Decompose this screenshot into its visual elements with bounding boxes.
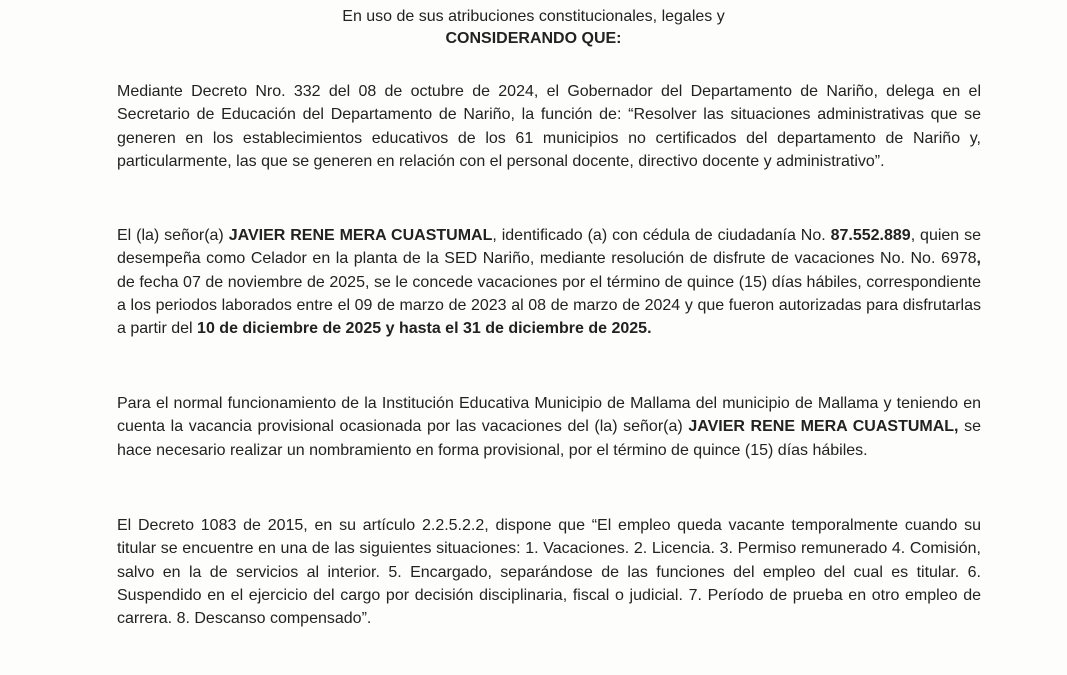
cedula-number: 87.552.889 [830,227,911,244]
paragraph-vacation-resolution [117,224,981,340]
paragraph-decree-delegation [117,80,981,173]
section-heading: CONSIDERANDO QUE: [445,30,622,47]
paragraph-text: , identificado (a) con cédula de ciudadanía No. [492,227,831,244]
bold-comma: , [976,250,981,268]
employee-name: JAVIER RENE MERA CUASTUMAL [228,227,493,244]
paragraph-text: se hace necesario realizar un nombramiento en forma provisional, por el término de quince (15) días hábiles. [117,418,982,459]
vacation-dates: 10 de diciembre de 2025 y hasta el 31 de diciembre de 2025. [197,320,652,338]
paragraph-decree-1083 [117,514,981,630]
paragraph-text: Mediante Decreto Nro. 332 del 08 de octubre de 2024, el Gobernador del Departamento de Nariño, delega en el Secretario de Educación del Departamento de Nariño, la función de: “Resolver las situaciones administrativas que se generen en los establecimientos educativos de los 61 municipios no certificados del departamento de Nariño y, particularmente, las que se generen en relación con el personal docente, directivo docente y administrativo”. [117,83,981,170]
paragraph-text: , quien se desempeña como Celador en la planta de la SED Nariño, mediante resolución de disfrute de vacaciones No. No. 6978 [117,227,982,268]
paragraph-provisional-appointment [117,392,981,462]
employee-name: JAVIER RENE MERA CUASTUMAL, [688,418,959,436]
paragraph-text: El Decreto 1083 de 2015, en su artículo 2.2.5.2.2, dispone que “El empleo queda vacante temporalmente cuando su titular se encuentre en una de las siguientes situaciones: 1. Vacaciones. 2. Licencia. 3. Permiso remunerado 4. Comisión, salvo en la de servicios al interior. 5. Encargado, separándose de las funciones del empleo del cual es titular. 6. Suspendido en el ejercicio del cargo por decisión disciplinaria, fiscal o judicial. 7. Período de prueba en otro empleo de carrera. 8. Descanso compensado”. [117,517,981,628]
paragraph-text: Para el normal funcionamiento de la Institución Educativa Municipio de Mallama del municipio de Mallama y teniendo en cuenta la vacancia provisional ocasionada por las vacaciones del (la) señor(a) [117,395,981,436]
paragraph-text: de fecha 07 de noviembre de 2025, se le concede vacaciones por el término de quince (15) días hábiles, correspondiente a los periodos laborados entre el 09 de marzo de 2023 al 08 de marzo de 2024 y que fueron autorizadas para disfrutarlas a partir del [117,273,981,338]
intro-line: En uso de sus atribuciones constitucionales, legales y [342,8,725,25]
paragraph-text: El (la) señor(a) [117,227,229,244]
